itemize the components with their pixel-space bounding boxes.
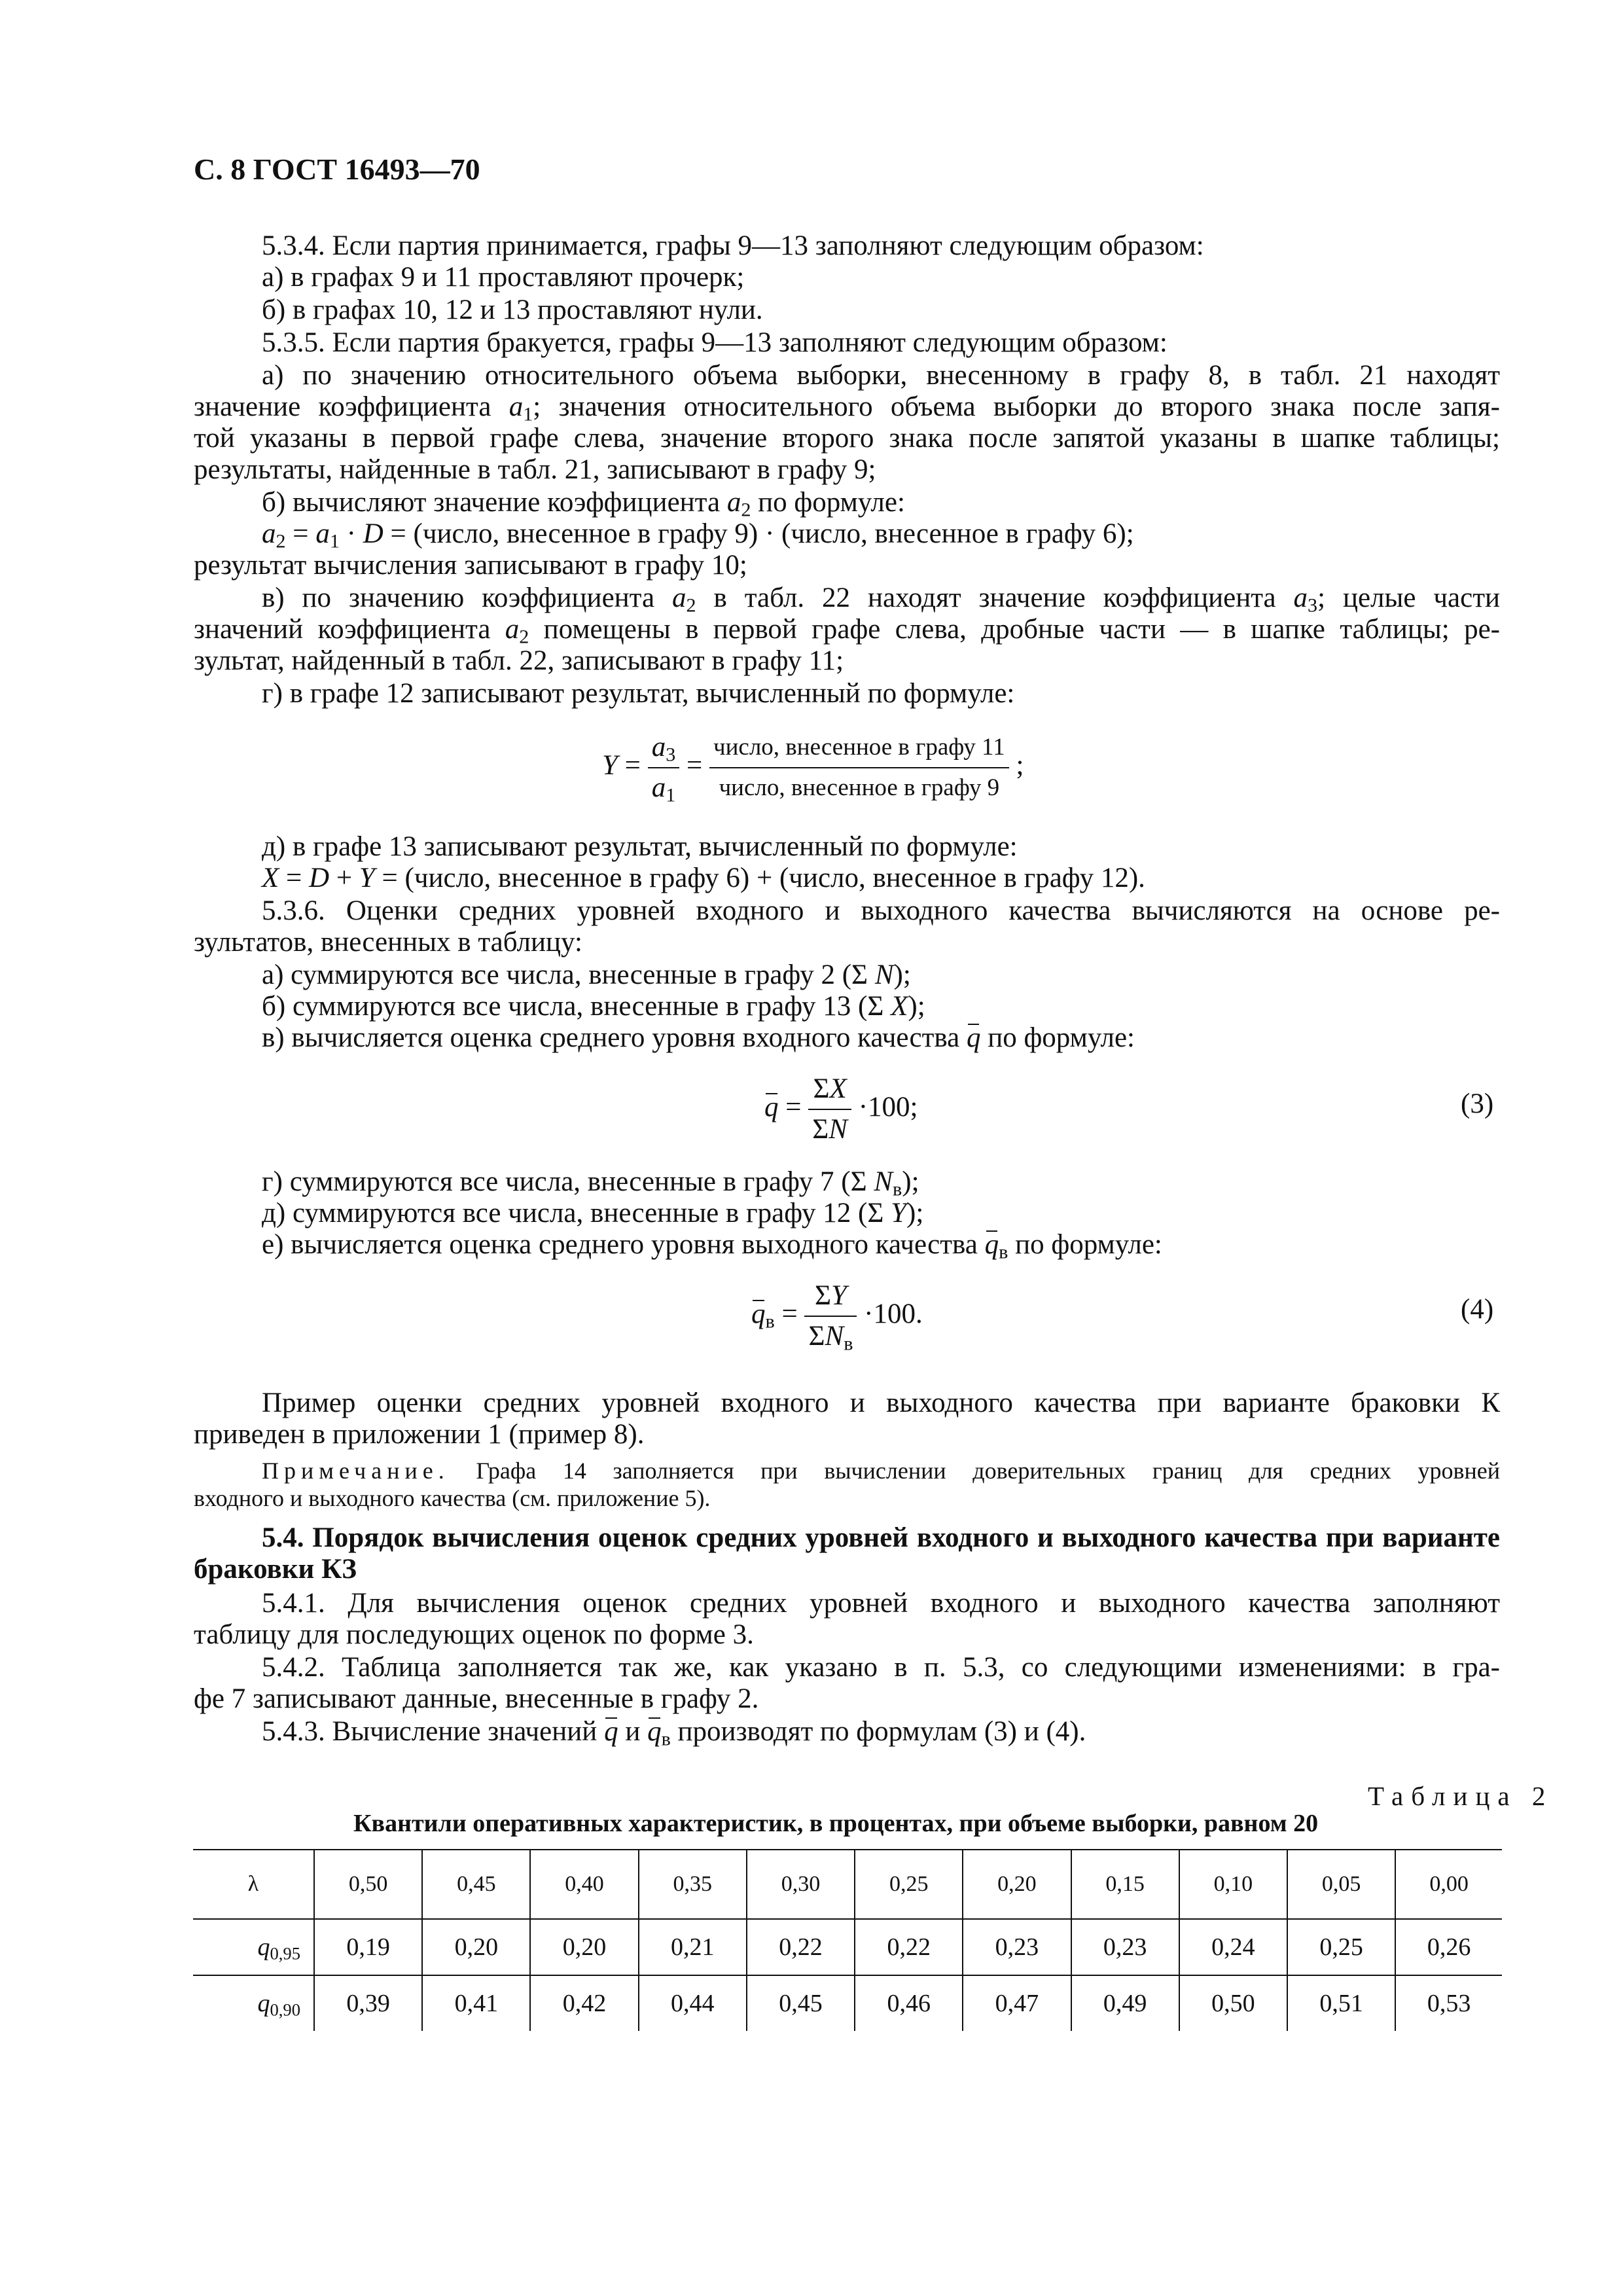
table-cell: 0,20 xyxy=(422,1919,530,1975)
table-cell: 0,20 xyxy=(530,1919,638,1975)
table-cell: 0,47 xyxy=(963,1975,1071,2031)
header-cell: 0,20 xyxy=(963,1850,1071,1919)
paragraph-5-3-4: 5.3.4. Если партия принимается, графы 9—13 заполняют следующим образом: xyxy=(262,230,1204,261)
item-g-5-3-5: г) в графе 12 записывают результат, вычисленный по формуле: xyxy=(262,678,1015,709)
item-a-5-3-6: а) суммируются все числа, внесенные в графу 2 (Σ N); xyxy=(262,960,911,990)
paragraph-5-3-5: 5.3.5. Если партия бракуется, графы 9—13 заполняют следующим образом: xyxy=(262,327,1168,358)
item-d-5-3-5: д) в графе 13 записывают результат, вычисленный по формуле: xyxy=(262,831,1018,862)
table-caption: Таблица 2 xyxy=(1368,1781,1554,1811)
table-cell: 0,45 xyxy=(747,1975,855,2031)
paragraph-5-4-3: 5.4.3. Вычисление значений q и $q_в$ производят по формулам (3) и (4). xyxy=(262,1716,1086,1750)
table-cell: 0,26 xyxy=(1395,1919,1502,1975)
note-line: входного и выходного качества (см. приложение 5). xyxy=(194,1485,711,1511)
header-cell: 0,05 xyxy=(1287,1850,1395,1919)
formula-3: q = $\frac{\Sigma X}{\Sigma N}$ ·100; xyxy=(764,1073,918,1145)
table-cell: 0,49 xyxy=(1071,1975,1179,2031)
section-5-4-heading: 5.4. Порядок вычисления оценок средних уровней входного и выходного качества при варианте xyxy=(262,1522,1500,1553)
item-b: б) в графах 10, 12 и 13 проставляют нули. xyxy=(262,295,763,325)
header-cell: 0,10 xyxy=(1179,1850,1287,1919)
formula-4: $q_в$ = $\frac{\Sigma Y}{\Sigma N_в}$ ·100. xyxy=(751,1280,923,1355)
table-cell: 0,25 xyxy=(1287,1919,1395,1975)
header-cell: 0,45 xyxy=(422,1850,530,1919)
text-line: фе 7 записывают данные, внесенные в графу 2. xyxy=(194,1683,759,1714)
table-cell: 0,21 xyxy=(639,1919,747,1975)
text-line: приведен в приложении 1 (пример 8). xyxy=(194,1419,645,1450)
header-cell: 0,25 xyxy=(855,1850,963,1919)
section-5-4-heading-cont: браковки КЗ xyxy=(194,1554,357,1585)
paragraph-5-4-1: 5.4.1. Для вычисления оценок средних уровней входного и выходного качества заполняют xyxy=(262,1588,1500,1619)
item-v-5-3-5: в) по значению коэффициента $a_2$ в табл. 22 находят значение коэффициента $a_3$; целые части xyxy=(262,583,1501,617)
item-e-5-3-6: е) вычисляется оценка среднего уровня выходного качества $q_в$ по формуле: xyxy=(262,1229,1162,1263)
item-a: а) в графах 9 и 11 проставляют прочерк; xyxy=(262,262,745,293)
row-label: $q_{0,95}$ xyxy=(193,1919,314,1975)
equation-number-3: (3) xyxy=(1461,1088,1494,1119)
text-line: результат вычисления записывают в графу 10; xyxy=(194,550,747,581)
header-cell: 0,50 xyxy=(314,1850,422,1919)
table-header-row xyxy=(193,1850,1502,1919)
header-cell: 0,00 xyxy=(1395,1850,1502,1919)
example-text: Пример оценки средних уровней входного и выходного качества при варианте браковки К xyxy=(262,1388,1500,1418)
quantiles-table xyxy=(193,1849,1502,2031)
text-line: значений коэффициента $a_2$ помещены в первой графе слева, дробные части — в шапке таблицы; ре- xyxy=(194,614,1500,648)
paragraph-5-4-2: 5.4.2. Таблица заполняется так же, как указано в п. 5.3, со следующими изменениями: в гра- xyxy=(262,1652,1500,1683)
text-line: значение коэффициента $a_1$; значения относительного объема выборки до второго знака после запя- xyxy=(194,391,1500,425)
header-cell: 0,35 xyxy=(639,1850,747,1919)
table-row xyxy=(193,1919,1502,1975)
table-row xyxy=(193,1975,1502,2031)
item-d-5-3-6: д) суммируются все числа, внесенные в графу 12 (Σ Y); xyxy=(262,1198,924,1229)
table-cell: 0,24 xyxy=(1179,1919,1287,1975)
table-cell: 0,51 xyxy=(1287,1975,1395,2031)
text-line: а) по значению относительного объема выборки, внесенному в графу 8, в табл. 21 находят xyxy=(262,360,1500,391)
item-g-5-3-6: г) суммируются все числа, внесенные в графу 7 (Σ $N_в$); xyxy=(262,1166,919,1200)
formula-a2: $a_2 = a_1 \cdot D$ = (число, внесенное в графу 9) · (число, внесенное в графу 6); xyxy=(262,518,1134,552)
item-b-5-3-5: б) вычисляют значение коэффициента $a_2$ по формуле: xyxy=(262,487,905,521)
text-line: таблицу для последующих оценок по форме 3. xyxy=(194,1619,754,1650)
item-v-5-3-6: в) вычисляется оценка среднего уровня входного качества q по формуле: xyxy=(262,1022,1135,1053)
table-cell: 0,44 xyxy=(639,1975,747,2031)
text-line: той указаны в первой графе слева, значение второго знака после запятой указаны в шапке таблицы; xyxy=(194,423,1500,454)
table-title: Квантили оперативных характеристик, в процентах, при объеме выборки, равном 20 xyxy=(353,1810,1319,1837)
paragraph-5-3-6: 5.3.6. Оценки средних уровней входного и выходного качества вычисляются на основе ре- xyxy=(262,895,1500,926)
header-cell: 0,30 xyxy=(747,1850,855,1919)
header-cell: 0,40 xyxy=(530,1850,638,1919)
table-cell: 0,22 xyxy=(747,1919,855,1975)
table-cell: 0,42 xyxy=(530,1975,638,2031)
table-cell: 0,41 xyxy=(422,1975,530,2031)
table-cell: 0,53 xyxy=(1395,1975,1502,2031)
table-cell: 0,39 xyxy=(314,1975,422,2031)
item-b-5-3-6: б) суммируются все числа, внесенные в графу 13 (Σ X); xyxy=(262,991,925,1022)
formula-y: Y = $\frac{a_3}{a_1}$ = $\frac{\text{число, внесенное в графу 11}}{\text{число, внесенное в графу 9}}$ ; xyxy=(602,732,1024,806)
header-cell-lambda: λ xyxy=(193,1850,314,1919)
formula-x: X = D + Y = (число, внесенное в графу 6) + (число, внесенное в графу 12). xyxy=(262,863,1145,893)
text-line: результаты, найденные в табл. 21, записывают в графу 9; xyxy=(194,454,876,485)
text-line: зультатов, внесенных в таблицу: xyxy=(194,927,582,958)
equation-number-4: (4) xyxy=(1461,1294,1494,1325)
text-line: зультат, найденный в табл. 22, записывают в графу 11; xyxy=(194,645,844,676)
table-cell: 0,23 xyxy=(1071,1919,1179,1975)
table-cell: 0,46 xyxy=(855,1975,963,2031)
header-cell: 0,15 xyxy=(1071,1850,1179,1919)
table-cell: 0,19 xyxy=(314,1919,422,1975)
table-cell: 0,23 xyxy=(963,1919,1071,1975)
table-cell: 0,50 xyxy=(1179,1975,1287,2031)
table-cell: 0,22 xyxy=(855,1919,963,1975)
page-header: С. 8 ГОСТ 16493—70 xyxy=(194,152,480,186)
note: Примечание. Графа 14 заполняется при вычислении доверительных границ для средних уровней xyxy=(262,1458,1500,1484)
row-label: $q_{0,90}$ xyxy=(193,1975,314,2031)
